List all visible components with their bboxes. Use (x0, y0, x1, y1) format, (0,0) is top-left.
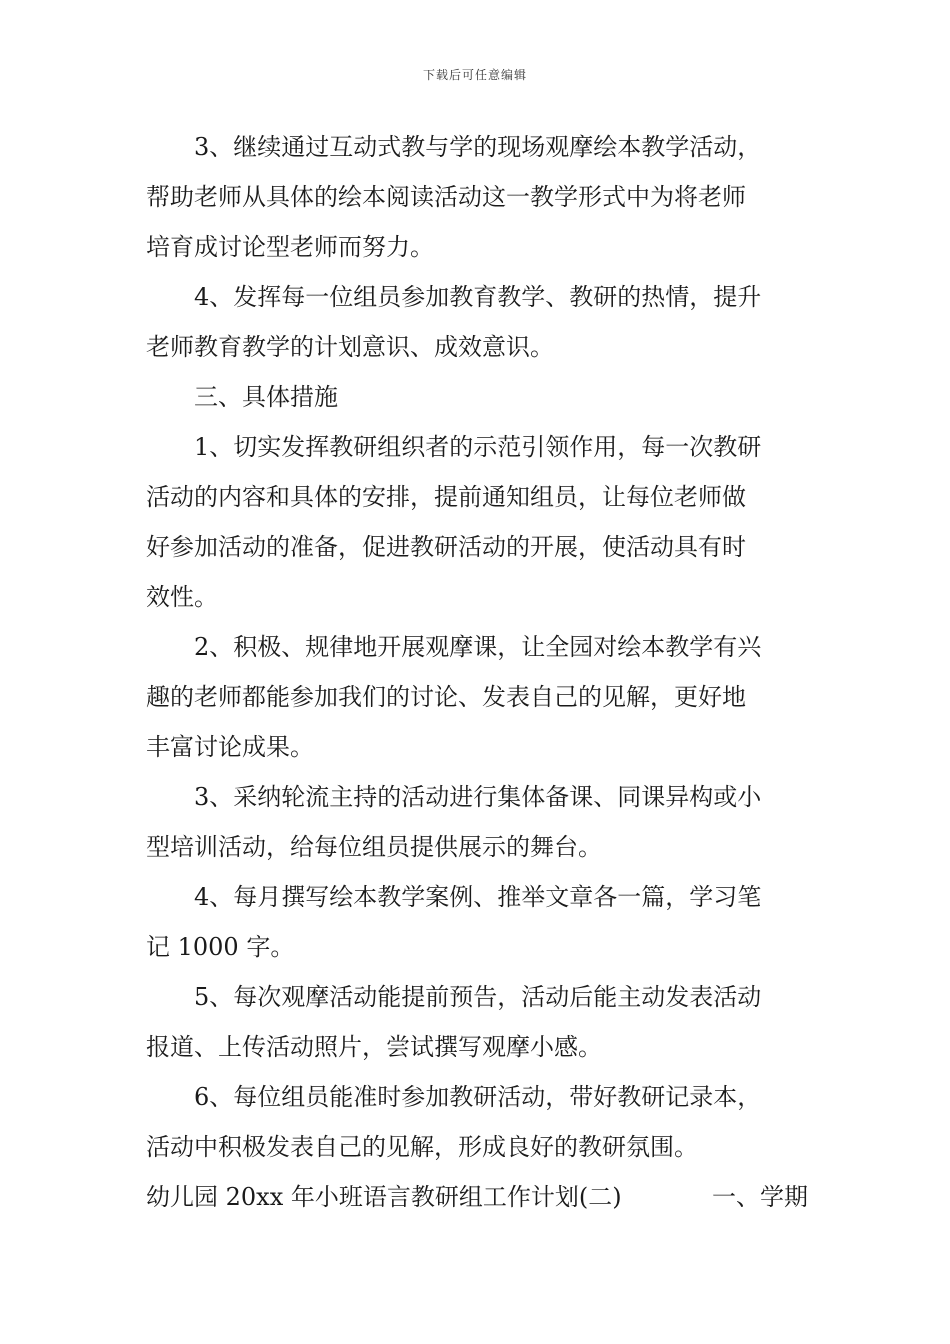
paragraph-line: 活动中积极发表自己的见解，形成良好的教研氛围。 (146, 1133, 698, 1161)
paragraph-line: 效性。 (146, 583, 218, 611)
paragraph-line: 1、切实发挥教研组织者的示范引领作用，每一次教研 (194, 433, 762, 461)
paragraph-line: 5、每次观摩活动能提前预告，活动后能主动发表活动 (194, 983, 762, 1011)
paragraph-line: 报道、上传活动照片，尝试撰写观摩小感。 (146, 1033, 602, 1061)
paragraph-line: 好参加活动的准备，促进教研活动的开展，使活动具有时 (146, 533, 746, 561)
paragraph-line: 老师教育教学的计划意识、成效意识。 (146, 333, 554, 361)
paragraph-line: 趣的老师都能参加我们的讨论、发表自己的见解，更好地 (146, 683, 746, 711)
paragraph-line: 2、积极、规律地开展观摩课，让全园对绘本教学有兴 (194, 633, 762, 661)
paragraph-line: 帮助老师从具体的绘本阅读活动这一教学形式中为将老师 (146, 183, 746, 211)
paragraph-line: 6、每位组员能准时参加教研活动，带好教研记录本， (194, 1083, 762, 1111)
paragraph-line: 活动的内容和具体的安排，提前通知组员，让每位老师做 (146, 483, 746, 511)
paragraph-line: 丰富讨论成果。 (146, 733, 314, 761)
page-header: 下载后可任意编辑 (422, 68, 527, 82)
paragraph-line: 型培训活动，给每位组员提供展示的舞台。 (146, 833, 602, 861)
plan-title: 幼儿园 20xx 年小班语言教研组工作计划(二) (146, 1183, 622, 1211)
final-line (146, 1172, 808, 1222)
paragraph-line: 3、采纳轮流主持的活动进行集体备课、同课异构或小 (194, 783, 762, 811)
paragraph-line: 培育成讨论型老师而努力。 (146, 233, 434, 261)
paragraph-line: 记 1000 字。 (146, 933, 295, 961)
document-body (146, 122, 808, 1222)
paragraph-line: 3、继续通过互动式教与学的现场观摩绘本教学活动， (194, 133, 762, 161)
section-heading: 三、具体措施 (194, 383, 338, 411)
section-heading: 一、学期 (712, 1183, 808, 1211)
paragraph-line: 4、发挥每一位组员参加教育教学、教研的热情，提升 (194, 283, 762, 311)
paragraph-line: 4、每月撰写绘本教学案例、推举文章各一篇，学习笔 (194, 883, 762, 911)
